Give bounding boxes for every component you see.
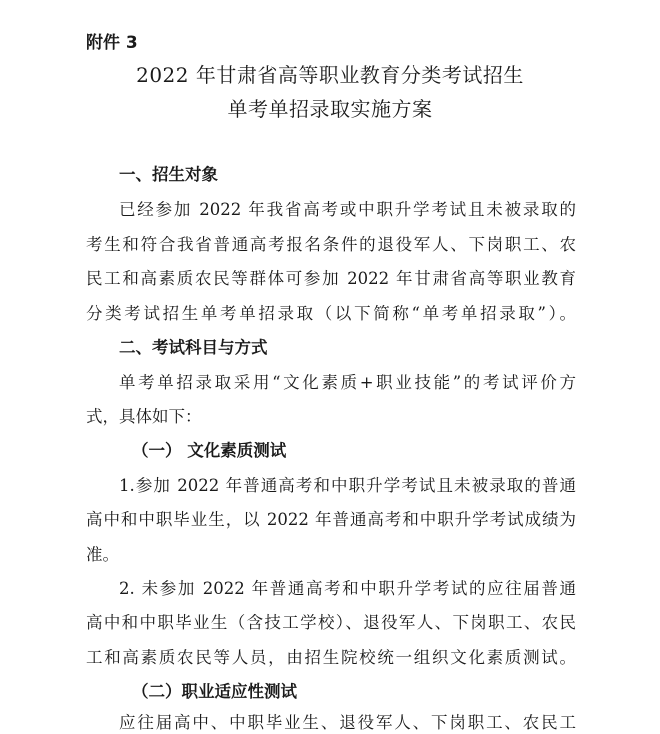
paragraph-line: 民工和高素质农民等群体可参加 2022 年甘肃省高等职业教育 [86, 269, 576, 288]
paragraph-line: 已经参加 2022 年我省高考或中职升学考试且未被录取的 [119, 200, 576, 219]
paragraph-line: 2. 未参加 2022 年普通高考和中职升学考试的应往届普通 [119, 579, 576, 598]
paragraph-line: 应往届高中、中职毕业生、退役军人、下岗职工、农民工 [119, 713, 576, 732]
paragraph-line: 考生和符合我省普通高考报名条件的退役军人、下岗职工、农 [86, 235, 576, 254]
paragraph-line: 准。 [86, 545, 119, 564]
section-heading-recruitment-targets: 一、招生对象 [119, 165, 218, 184]
paragraph-line: 工和高素质农民等人员，由招生院校统一组织文化素质测试。 [86, 648, 576, 667]
paragraph-line: 式，具体如下： [86, 407, 202, 426]
paragraph-line: 高中和中职毕业生（含技工学校）、退役军人、下岗职工、农民 [86, 613, 576, 632]
paragraph-line: 高中和中职毕业生，以 2022 年普通高考和中职升学考试成绩为 [86, 510, 576, 529]
document-title-line-1: 2022 年甘肃省高等职业教育分类考试招生 [136, 63, 524, 87]
paragraph-line: 单考单招录取采用“文化素质+职业技能”的考试评价方 [119, 373, 576, 392]
section-heading-exam-subjects: 二、考试科目与方式 [119, 338, 268, 357]
paragraph-line: 1.参加 2022 年普通高考和中职升学考试且未被录取的普通 [119, 476, 576, 495]
document-title-line-2: 单考单招录取实施方案 [227, 97, 433, 121]
subsection-heading-vocational-test: （二）职业适应性测试 [132, 682, 297, 701]
paragraph-line: 分类考试招生单考单招录取（以下简称“单考单招录取”）。 [86, 304, 576, 323]
attachment-label: 附件 3 [86, 33, 138, 53]
subsection-heading-cultural-test: （一） 文化素质测试 [132, 441, 287, 460]
